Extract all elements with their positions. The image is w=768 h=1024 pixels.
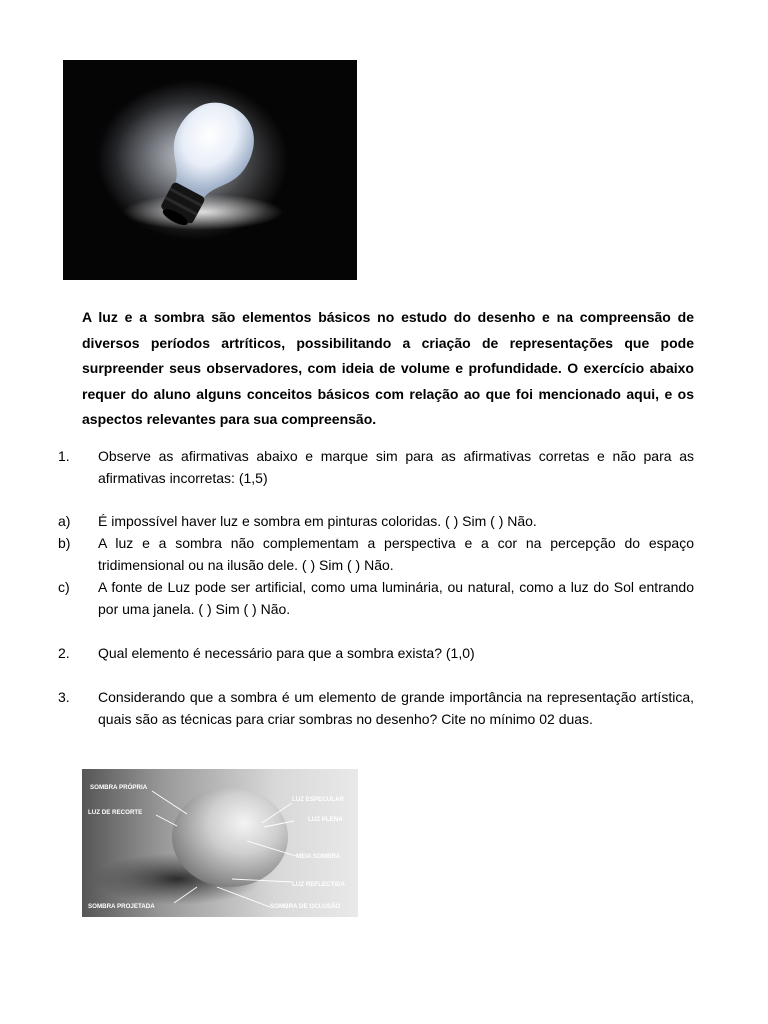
question-2 (58, 642, 694, 664)
item-letter: c) (58, 579, 70, 595)
light-shadow-sphere-figure (82, 769, 358, 917)
question-1 (58, 445, 694, 489)
item-text: A fonte de Luz pode ser artificial, como uma luminária, ou natural, como a luz do Sol entrando por uma janela. ( ) Sim ( ) Não. (98, 579, 694, 617)
item-letter: a) (58, 513, 71, 529)
question-number: 2. (58, 645, 70, 661)
item-text: É impossível haver luz e sombra em pinturas coloridas. ( ) Sim ( ) Não. (98, 513, 537, 529)
label-sombra-propria: SOMBRA PRÓPRIA (90, 784, 148, 791)
label-sombra-projetada: SOMBRA PROJETADA (88, 903, 155, 910)
list-item (58, 576, 694, 620)
intro-paragraph: A luz e a sombra são elementos básicos no estudo do desenho e na compreensão de diversos períodos artríticos, possibilitando a criação de representações que pode surpreender seus observadores, com ideia de volume e profundidade. O exercício abaixo requer do aluno alguns conceitos básicos com relação ao que foi mencionado aqui, e os aspectos relevantes para sua compreensão. (82, 309, 694, 427)
light-bulb-photo (63, 60, 357, 280)
item-letter: b) (58, 535, 71, 551)
question-3 (58, 686, 694, 730)
label-luz-especular: LUZ ESPECULAR (292, 796, 344, 803)
question-1-items (58, 510, 694, 620)
question-text: Qual elemento é necessário para que a sombra exista? (1,0) (98, 645, 475, 661)
label-luz-plena: LUZ PLENA (308, 816, 343, 823)
label-meia-sombra: MEIA SOMBRA (296, 853, 341, 860)
list-item (58, 532, 694, 576)
question-text: Observe as afirmativas abaixo e marque sim para as afirmativas corretas e não para as afirmativas incorretas: (1,5) (98, 448, 694, 486)
item-text: A luz e a sombra não complementam a perspectiva e a cor na percepção do espaço tridimensional ou na ilusão dele. ( ) Sim ( ) Não. (98, 535, 694, 573)
label-luz-reflectida: LUZ REFLECTIDA (292, 881, 345, 888)
egg-shape (172, 787, 288, 887)
label-sombra-oclusao: SOMBRA DE OCLUSÃO (270, 903, 341, 910)
question-text: Considerando que a sombra é um elemento de grande importância na representação artística, quais são as técnicas para criar sombras no desenho? Cite no mínimo 02 duas. (98, 689, 694, 727)
question-number: 3. (58, 689, 70, 705)
label-luz-recorte: LUZ DE RECORTE (88, 809, 143, 816)
list-item (58, 510, 694, 532)
question-number: 1. (58, 448, 70, 464)
